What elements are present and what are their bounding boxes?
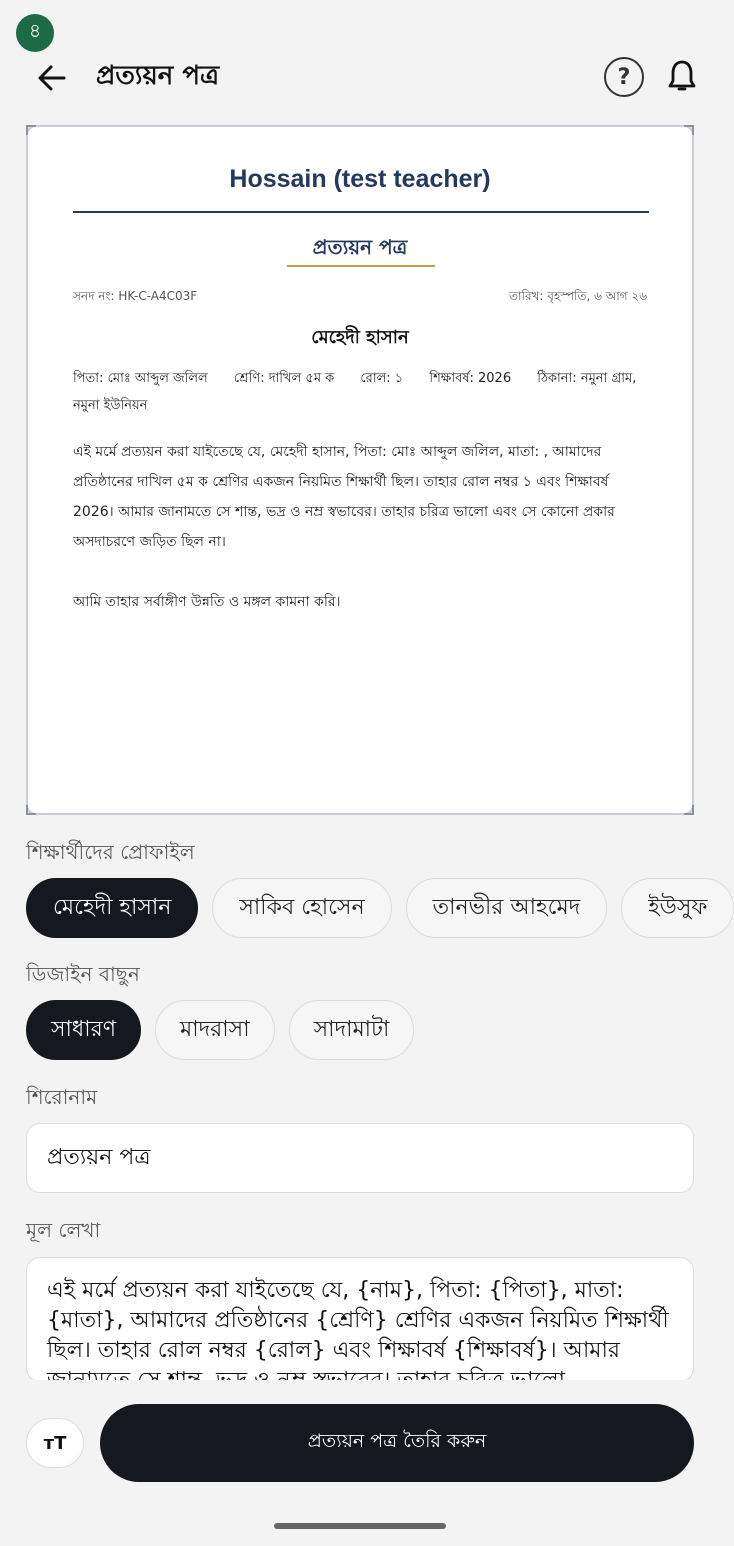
title-input[interactable]: প্রত্যয়ন পত্র (26, 1123, 694, 1193)
student-chip[interactable]: ইউসুফ (621, 878, 734, 938)
info-class: শ্রেণি: দাখিল ৫ম ক (233, 371, 335, 386)
crop-handle (684, 125, 694, 135)
info-roll: রোল: ১ (360, 371, 404, 386)
info-address: ঠিকানা: নমুনা গ্রাম, নমুনা ইউনিয়ন (73, 371, 637, 413)
divider (73, 211, 649, 213)
design-chip-list (26, 1000, 414, 1060)
institution-name: Hossain (test teacher) (229, 165, 491, 193)
students-section-label: শিক্ষার্থীদের প্রোফাইল (26, 840, 195, 864)
help-button[interactable] (604, 57, 644, 97)
student-chip[interactable]: তানভীর আহমেদ (406, 878, 608, 938)
back-button[interactable] (30, 56, 74, 100)
certificate-number: সনদ নং: HK-C-A4C03F (73, 289, 198, 303)
notification-button[interactable] (662, 56, 702, 98)
body-section-label: মূল লেখা (26, 1218, 101, 1242)
design-chip[interactable]: সাধারণ (26, 1000, 141, 1060)
body-textarea[interactable]: এই মর্মে প্রত্যয়ন করা যাইতেছে যে, {নাম}, পিতা: {পিতা}, মাতা: {মাতা}, আমাদের প্রতিষ্ঠানের {শ্রেণি} শ্রেণির একজন নিয়মিত শিক্ষার্থী ছিল। তাহার রোল নম্বর {রোল} এবং শিক্ষাবর্ষ {শিক্ষাবর্ষ}। আমার (26, 1257, 694, 1382)
crop-handle (26, 125, 36, 135)
student-chip-list[interactable] (26, 878, 708, 940)
student-name: মেহেদী হাসান (311, 327, 409, 348)
certificate-date: তারিখ: বৃহস্পতি, ৬ আগ ২৬ (509, 289, 647, 303)
title-section-label: শিরোনাম (26, 1085, 98, 1109)
certificate-wish: আমি তাহার সর্বাঙ্গীণ উন্নতি ও মঙ্গল কামনা করি। (73, 594, 341, 610)
info-father: পিতা: মোঃ আব্দুল জলিল (73, 371, 208, 386)
home-indicator[interactable] (274, 1523, 446, 1529)
title-underline (287, 265, 435, 267)
document-title: প্রত্যয়ন পত্র (312, 235, 408, 259)
student-info (73, 365, 653, 419)
info-session: শিক্ষাবর্ষ: 2026 (429, 371, 512, 386)
design-chip[interactable]: সাদামাটা (289, 1000, 415, 1060)
question-icon: ? (617, 64, 631, 90)
arrow-left-icon (37, 63, 67, 93)
certificate-preview (26, 125, 694, 815)
design-section-label: ডিজাইন বাছুন (26, 962, 140, 986)
font-size-button[interactable] (26, 1418, 84, 1468)
bell-icon (667, 59, 697, 95)
generate-certificate-button[interactable]: প্রত্যয়ন পত্র তৈরি করুন (100, 1404, 694, 1482)
certificate-body: এই মর্মে প্রত্যয়ন করা যাইতেছে যে, মেহেদী হাসান, পিতা: মোঃ আব্দুল জলিল, মাতা: , আমাদের প্রতিষ্ঠানের দাখিল ৫ম ক শ্রেণির একজন নিয়মিত শিক্ষার্থী ছিল। তাহার রোল নম্বর ১ এবং শিক্ষাবর্ষ 2026। আমার জানামতে সে শান্ত, ভদ্র ও নম্র স্বভাবের। তাহার চরিত্র ভালো এবং সে কোনো প্রকার অসদাচরণে জড়িত ছিল না। (73, 444, 615, 550)
status-badge: ৪ (16, 14, 54, 52)
design-chip[interactable]: মাদরাসা (155, 1000, 275, 1060)
crop-handle (26, 805, 36, 815)
page-title: প্রত্যয়ন পত্র (96, 61, 220, 91)
student-chip[interactable]: মেহেদী হাসান (26, 878, 198, 938)
crop-handle (684, 805, 694, 815)
student-chip[interactable]: সাকিব হোসেন (212, 878, 391, 938)
text-size-icon: тT (43, 1432, 67, 1454)
